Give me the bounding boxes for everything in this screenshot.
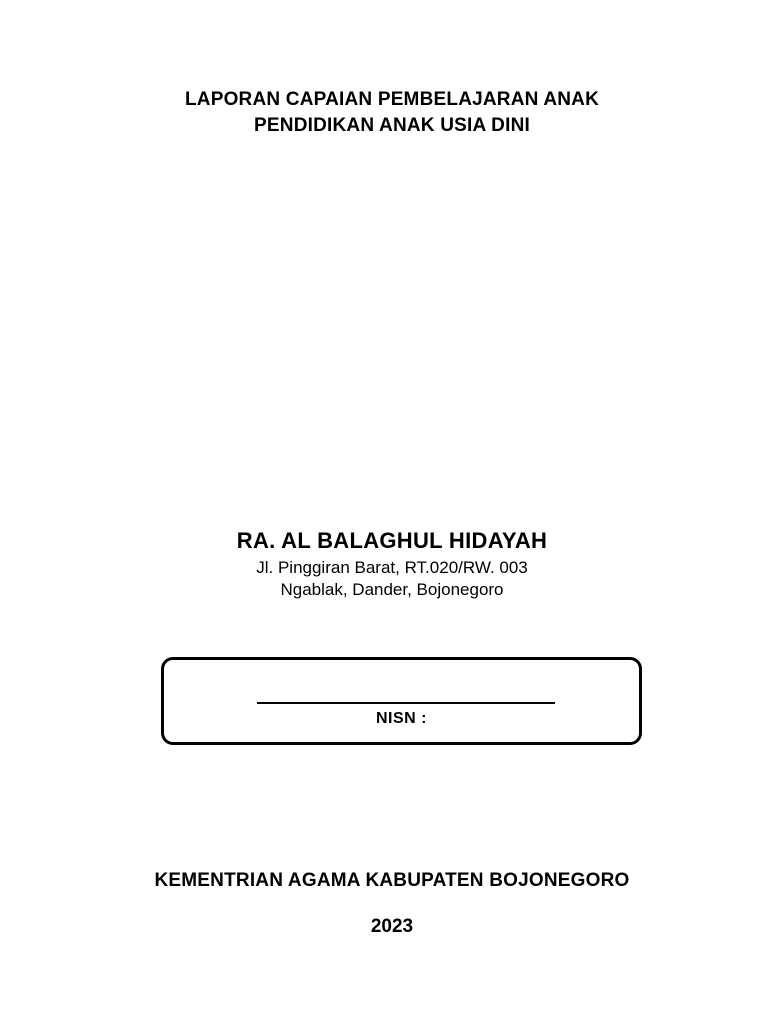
student-name-blank-line: [257, 702, 555, 704]
school-address-line-2: Ngablak, Dander, Bojonegoro: [280, 580, 504, 599]
school-name: RA. AL BALAGHUL HIDAYAH: [236, 528, 548, 553]
report-title-line-2: PENDIDIKAN ANAK USIA DINI: [254, 115, 530, 136]
institution-name: KEMENTRIAN AGAMA KABUPATEN BOJONEGORO: [154, 870, 630, 891]
nisn-label: NISN :: [376, 710, 427, 727]
school-address-line-1: Jl. Pinggiran Barat, RT.020/RW. 003: [256, 558, 528, 577]
report-year: 2023: [370, 916, 414, 937]
report-title-line-1: LAPORAN CAPAIAN PEMBELAJARAN ANAK: [184, 89, 600, 110]
student-identity-box: [161, 657, 642, 745]
